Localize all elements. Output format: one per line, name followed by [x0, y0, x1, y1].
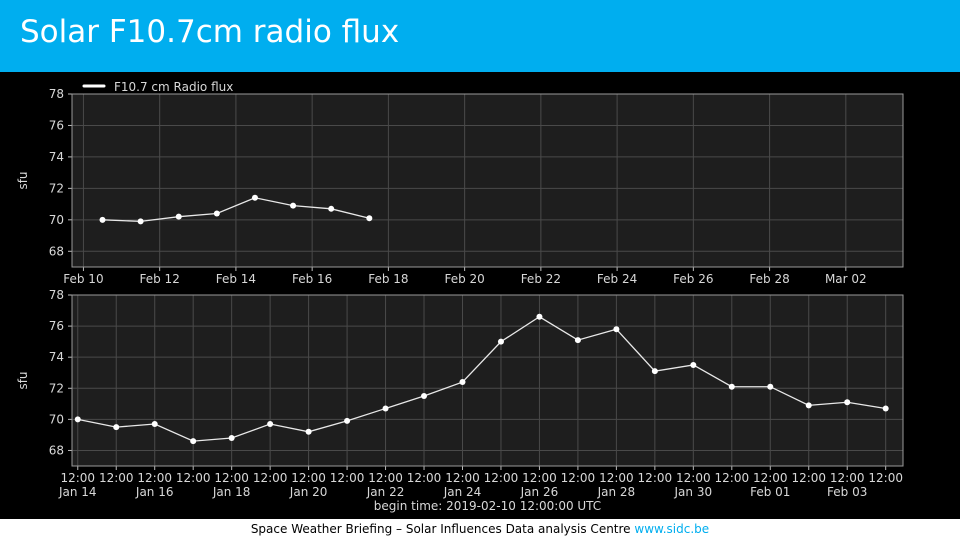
y-tick-label: 70	[48, 212, 64, 227]
x-tick-label-time: 12:00	[291, 471, 326, 485]
data-point	[806, 402, 812, 408]
x-tick-label-date: Jan 14	[58, 485, 97, 499]
y-tick-label: 76	[48, 118, 64, 133]
x-tick-label: Feb 22	[520, 272, 562, 286]
x-tick-label-time: 12:00	[752, 471, 788, 485]
x-tick-label-time: 12:00	[60, 471, 96, 485]
x-tick-label-time: 12:00	[522, 471, 557, 485]
x-tick-label: Feb 18	[368, 272, 409, 286]
x-tick-label-time: 12:00	[676, 471, 711, 485]
x-tick-label-date: Jan 22	[366, 485, 405, 499]
x-tick-label-time: 12:00	[214, 471, 249, 485]
data-point	[421, 393, 427, 399]
x-tick-label: Feb 28	[749, 272, 790, 286]
x-tick-label-time: 12:00	[406, 471, 442, 485]
x-tick-label-time: 12:00	[714, 471, 750, 485]
x-tick-label-time: 12:00	[137, 471, 173, 485]
y-tick-label: 68	[48, 443, 64, 458]
data-point	[767, 384, 773, 390]
data-point	[366, 215, 372, 221]
data-point	[252, 195, 258, 201]
x-tick-label-time: 12:00	[329, 471, 365, 485]
slide-title: Solar F10.7cm radio flux	[20, 14, 400, 50]
x-tick-label-time: 12:00	[829, 471, 865, 485]
x-tick-label-time: 12:00	[98, 471, 134, 485]
y-axis-label: sfu	[16, 371, 30, 390]
y-axis-label: sfu	[16, 171, 30, 190]
x-tick-label: Feb 14	[215, 272, 257, 286]
title-bar	[0, 0, 960, 72]
x-tick-label-time: 12:00	[791, 471, 827, 485]
y-tick-label: 70	[48, 412, 64, 427]
y-tick-label: 78	[48, 288, 64, 302]
data-point	[498, 339, 504, 345]
x-tick-label-date: Jan 24	[443, 485, 482, 499]
data-point	[575, 337, 581, 343]
data-point	[844, 399, 850, 405]
x-tick-label-time: 12:00	[175, 471, 211, 485]
data-point	[652, 368, 658, 374]
x-tick-label-date: Jan 18	[212, 485, 251, 499]
chart-area	[0, 72, 960, 519]
x-tick-label: Feb 12	[139, 272, 180, 286]
flux-charts	[0, 72, 960, 519]
y-tick-label: 74	[48, 149, 64, 164]
x-tick-label-time: 12:00	[637, 471, 673, 485]
x-tick-label: Mar 02	[824, 272, 867, 286]
x-tick-label-date: Jan 26	[520, 485, 559, 499]
x-tick-label: Feb 10	[63, 272, 104, 286]
x-tick-label-time: 12:00	[868, 471, 903, 485]
plot-background	[72, 94, 903, 267]
y-tick-label: 74	[48, 350, 64, 365]
x-tick-label: Feb 24	[596, 272, 638, 286]
y-tick-label: 72	[48, 381, 64, 396]
x-tick-label-date: Jan 30	[674, 485, 713, 499]
x-tick-label: Feb 26	[673, 272, 714, 286]
x-tick-label-time: 12:00	[483, 471, 519, 485]
x-tick-label-time: 12:00	[445, 471, 480, 485]
footer-link[interactable]: www.sidc.be	[634, 522, 710, 536]
x-tick-label-time: 12:00	[599, 471, 634, 485]
x-axis-label: begin time: 2019-02-10 12:00:00 UTC	[373, 499, 602, 513]
x-tick-label-time: 12:00	[368, 471, 403, 485]
footer	[0, 519, 960, 540]
data-point	[383, 405, 389, 411]
legend-label: F10.7 cm Radio flux	[114, 80, 234, 94]
data-point	[99, 217, 105, 223]
data-point	[344, 418, 350, 424]
data-point	[459, 379, 465, 385]
x-tick-label-date: Feb 03	[827, 485, 868, 499]
y-tick-label: 76	[48, 319, 64, 334]
data-point	[306, 429, 312, 435]
x-tick-label: Feb 20	[444, 272, 485, 286]
data-point	[290, 203, 296, 209]
data-point	[328, 206, 334, 212]
x-tick-label-time: 12:00	[252, 471, 288, 485]
data-point	[613, 326, 619, 332]
x-tick-label-date: Feb 01	[750, 485, 791, 499]
data-point	[75, 416, 81, 422]
y-tick-label: 78	[48, 87, 64, 101]
data-point	[729, 384, 735, 390]
data-point	[690, 362, 696, 368]
x-tick-label-date: Jan 16	[135, 485, 174, 499]
data-point	[229, 435, 235, 441]
data-point	[176, 214, 182, 220]
x-tick-label-date: Jan 28	[597, 485, 636, 499]
y-tick-label: 68	[48, 244, 64, 259]
data-point	[152, 421, 158, 427]
data-point	[113, 424, 119, 430]
data-point	[267, 421, 273, 427]
x-tick-label: Feb 16	[291, 272, 333, 286]
footer-text: Space Weather Briefing – Solar Influences Data analysis Centre	[250, 522, 631, 536]
data-point	[138, 218, 144, 224]
y-tick-label: 72	[48, 181, 64, 196]
x-tick-label-date: Jan 20	[289, 485, 328, 499]
data-point	[536, 314, 542, 320]
data-point	[190, 438, 196, 444]
data-point	[883, 405, 889, 411]
x-tick-label-time: 12:00	[560, 471, 596, 485]
data-point	[214, 211, 220, 217]
